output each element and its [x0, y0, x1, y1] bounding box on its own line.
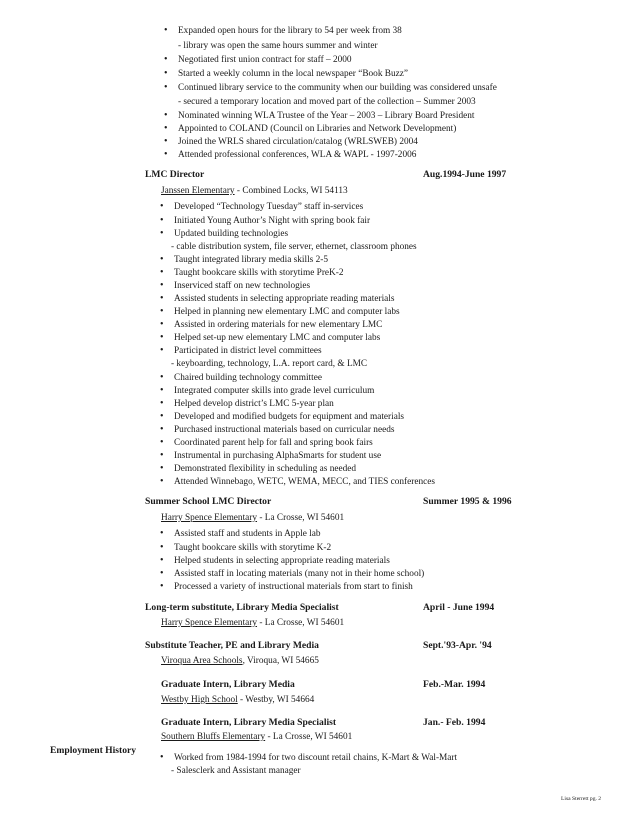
organization-location: , Viroqua, WI 54665: [242, 656, 319, 666]
job-title: Long-term substitute, Library Media Specialist: [145, 602, 339, 613]
organization-location: - La Crosse, WI 54601: [257, 618, 345, 628]
job-dates: Jan.- Feb. 1994: [423, 717, 486, 728]
list-item: • Assisted in ordering materials for new elementary LMC: [174, 321, 382, 330]
list-item: • Demonstrated flexibility in scheduling as needed: [174, 465, 356, 474]
list-item: • Processed a variety of instructional materials from start to finish: [174, 583, 413, 592]
list-item: • Developed and modified budgets for equipment and materials: [174, 413, 404, 422]
organization-name: Westby High School: [161, 695, 238, 705]
list-item: • Taught bookcare skills with storytime PreK-2: [174, 269, 344, 278]
organization-name: Harry Spence Elementary: [161, 513, 258, 523]
job-title: Graduate Intern, Library Media Specialist: [161, 717, 337, 728]
job-organization: [161, 696, 314, 705]
list-item: • Developed “Technology Tuesday” staff in-services: [174, 203, 363, 212]
list-item: • Inserviced staff on new technologies: [174, 282, 310, 291]
job-dates: Feb.-Mar. 1994: [423, 679, 486, 690]
list-item: • Updated building technologies: [174, 230, 288, 239]
list-item: • Worked from 1984-1994 for two discount retail chains, K-Mart & Wal-Mart: [174, 754, 457, 763]
job-dates: Aug.1994-June 1997: [423, 169, 507, 180]
list-item: • Chaired building technology committee: [174, 374, 322, 383]
job-title: Summer School LMC Director: [145, 496, 272, 507]
job-organization: [161, 619, 344, 628]
list-sub-item: - secured a temporary location and moved part of the collection – Summer 2003: [178, 97, 476, 107]
organization-location: - Westby, WI 54664: [237, 695, 315, 705]
list-item: • Taught bookcare skills with storytime K-2: [174, 544, 331, 553]
organization-location: - La Crosse, WI 54601: [257, 513, 345, 523]
job-dates: Sept.'93-Apr. '94: [423, 640, 492, 651]
list-sub-item: - cable distribution system, file server, ethernet, classroom phones: [171, 242, 417, 252]
section-heading: Employment History: [50, 745, 137, 756]
list-item: • Attended professional conferences, WLA & WAPL - 1997-2006: [178, 151, 416, 160]
organization-name: Southern Bluffs Elementary: [161, 732, 266, 742]
job-organization: [161, 733, 352, 742]
list-item: • Purchased instructional materials based on curricular needs: [174, 426, 394, 435]
list-item: • Expanded open hours for the library to 54 per week from 38: [178, 27, 402, 36]
list-sub-item: - Salesclerk and Assistant manager: [171, 766, 301, 776]
list-item: • Helped develop district’s LMC 5-year plan: [174, 400, 334, 409]
job-title: Graduate Intern, Library Media: [161, 679, 295, 690]
list-item: • Integrated computer skills into grade level curriculum: [174, 387, 374, 396]
list-item: • Assisted students in selecting appropriate reading materials: [174, 295, 394, 304]
organization-location: - La Crosse, WI 54601: [265, 732, 353, 742]
job-organization: [161, 187, 348, 196]
list-item: • Assisted staff in locating materials (many not in their home school): [174, 570, 424, 579]
list-item: • Attended Winnebago, WETC, WEMA, MECC, and TIES conferences: [174, 478, 435, 487]
organization-name: Janssen Elementary: [161, 186, 235, 196]
list-item: • Taught integrated library media skills 2-5: [174, 256, 328, 265]
list-item: • Joined the WRLS shared circulation/catalog (WRLSWEB) 2004: [178, 138, 418, 147]
list-item: • Negotiated first union contract for staff – 2000: [178, 56, 352, 65]
page-footer: Lisa Sterrett pg. 2: [561, 796, 602, 802]
job-title: LMC Director: [145, 169, 205, 180]
organization-name: Harry Spence Elementary: [161, 618, 258, 628]
list-item: • Started a weekly column in the local newspaper “Book Buzz”: [178, 70, 408, 79]
list-item: • Initiated Young Author’s Night with spring book fair: [174, 217, 370, 226]
job-dates: April - June 1994: [423, 602, 495, 613]
list-item: • Instrumental in purchasing AlphaSmarts for student use: [174, 452, 381, 461]
job-organization: [161, 657, 319, 666]
list-item: • Nominated winning WLA Trustee of the Year – 2003 – Library Board President: [178, 112, 475, 121]
organization-name: Viroqua Area Schools: [161, 656, 243, 666]
list-item: • Helped students in selecting appropriate reading materials: [174, 557, 390, 566]
job-dates: Summer 1995 & 1996: [423, 496, 512, 507]
list-item: • Continued library service to the community when our building was considered unsafe: [178, 84, 497, 93]
list-item: • Assisted staff and students in Apple lab: [174, 530, 321, 539]
list-item: • Helped in planning new elementary LMC and computer labs: [174, 308, 400, 317]
list-sub-item: - keyboarding, technology, L.A. report card, & LMC: [171, 359, 368, 369]
job-title: Substitute Teacher, PE and Library Media: [145, 640, 319, 651]
job-organization: [161, 514, 344, 523]
organization-location: - Combined Locks, WI 54113: [234, 186, 348, 196]
list-sub-item: - library was open the same hours summer and winter: [178, 41, 378, 51]
list-item: • Helped set-up new elementary LMC and computer labs: [174, 334, 380, 343]
list-item: • Appointed to COLAND (Council on Libraries and Network Development): [178, 125, 456, 134]
list-item: • Coordinated parent help for fall and spring book fairs: [174, 439, 373, 448]
list-item: • Participated in district level committees: [174, 347, 322, 356]
